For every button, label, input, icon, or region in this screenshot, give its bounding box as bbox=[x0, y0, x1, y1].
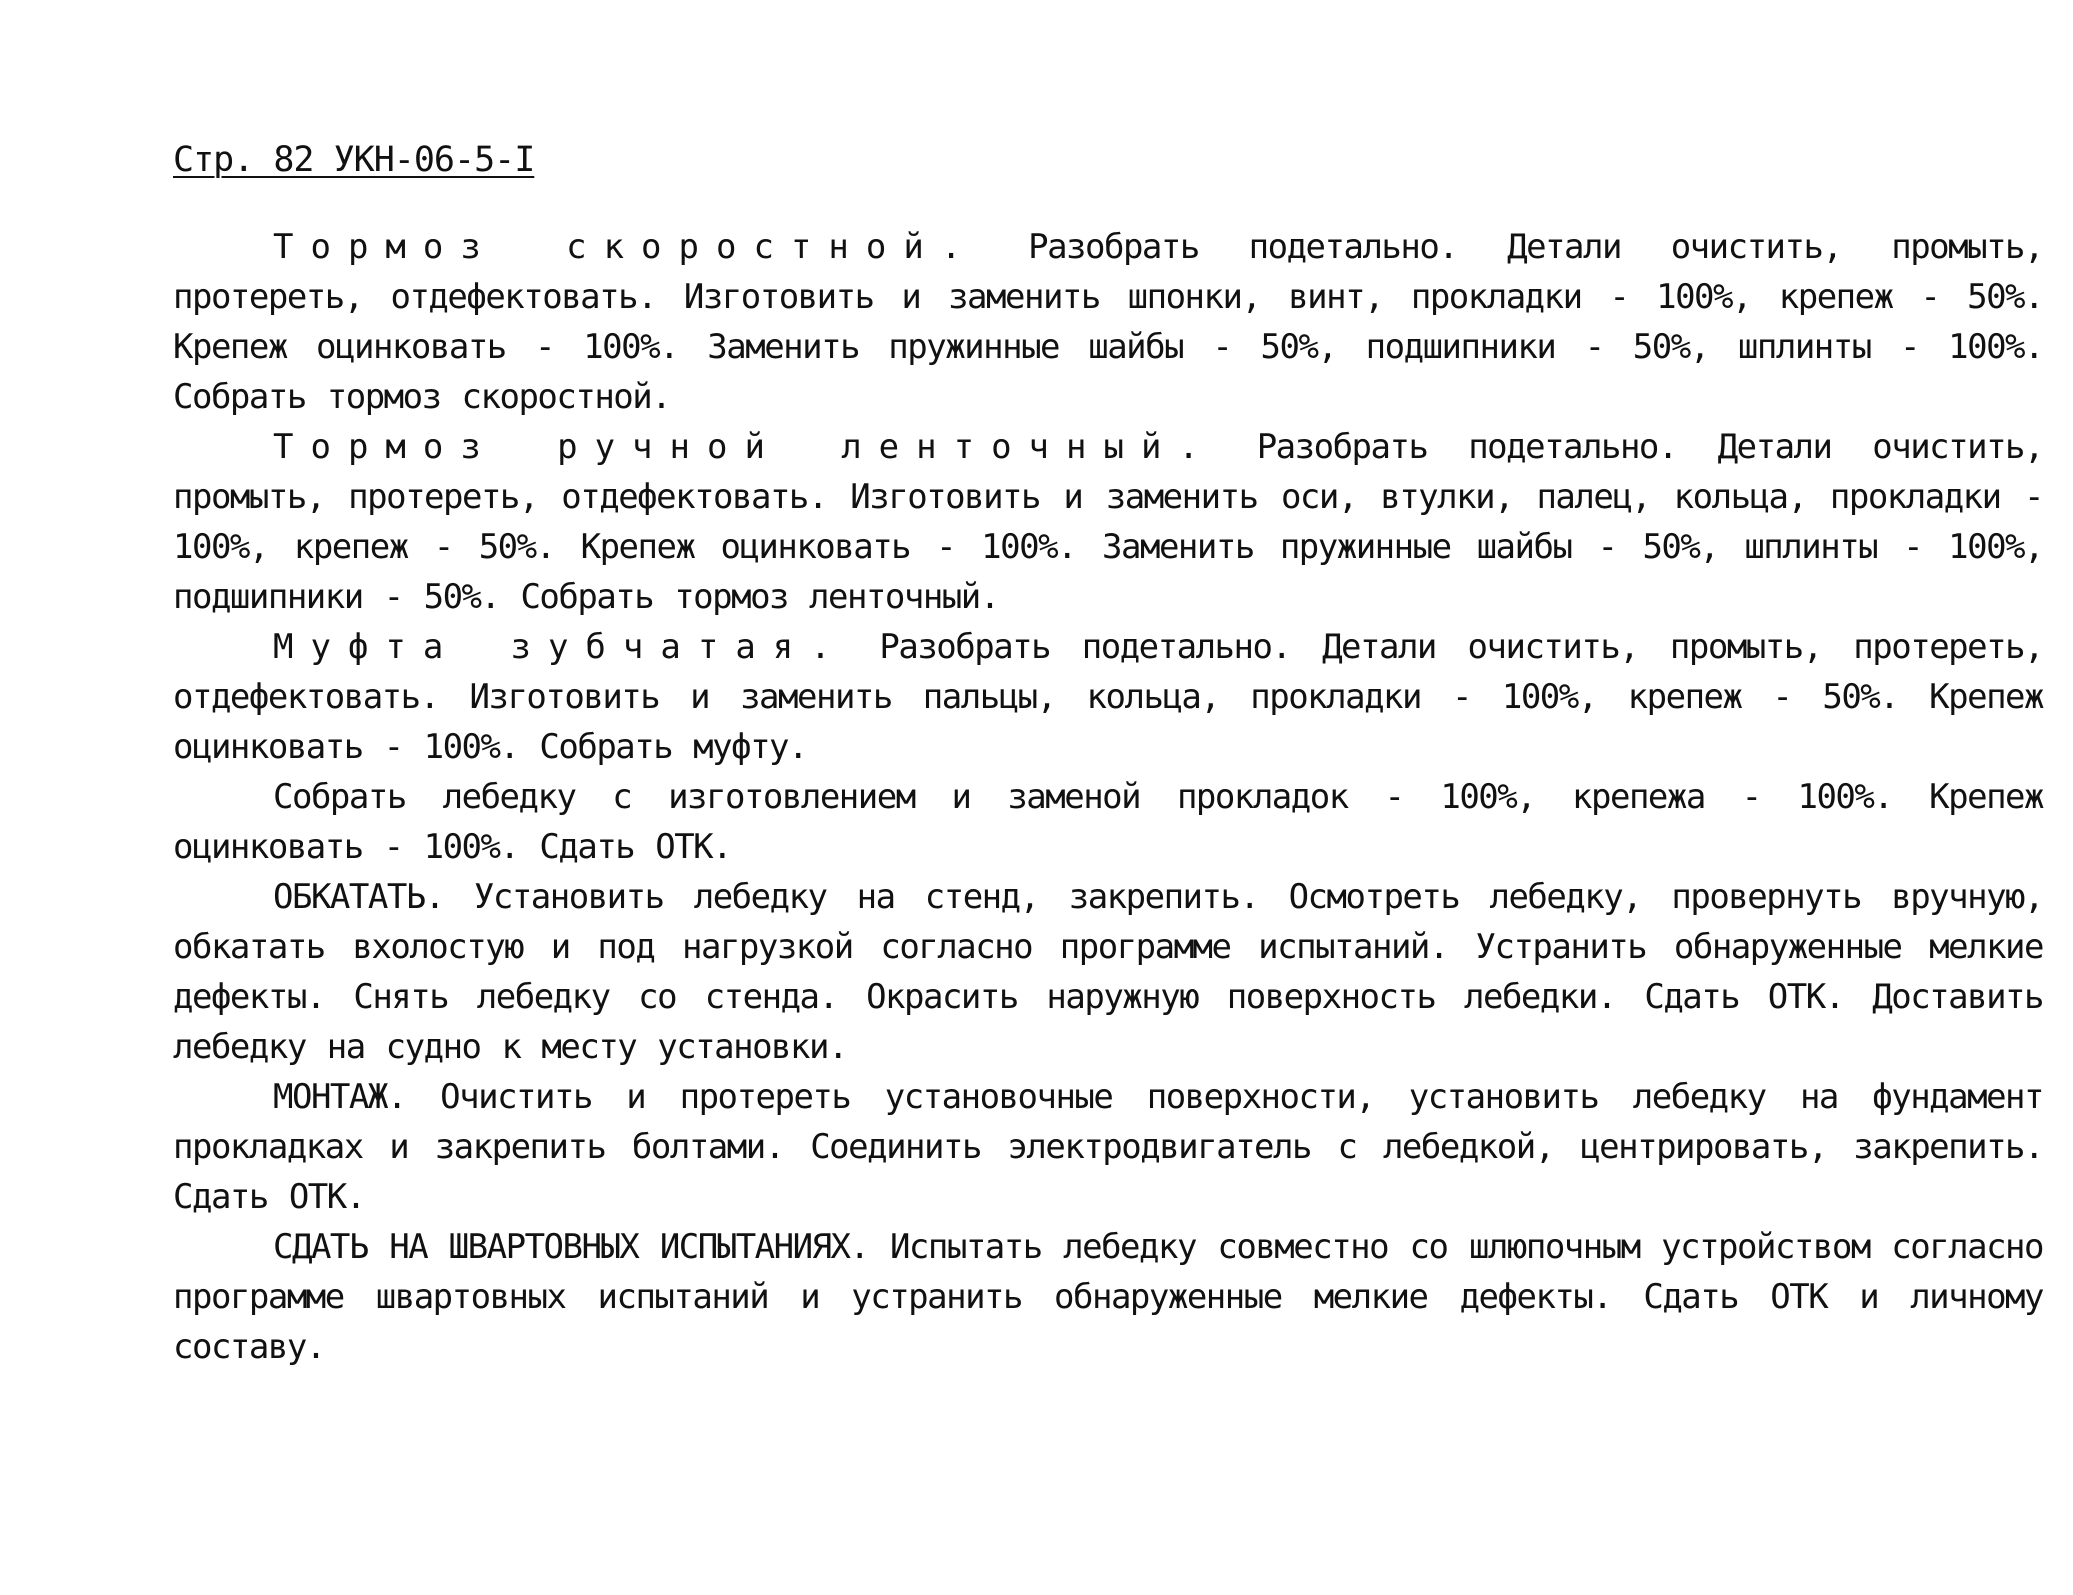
text-installation: МОНТАЖ. Очистить и протереть установочные поверхности, установить лебедку на фундамент прокладках и закрепить болтами. Соединить электродвигатель с лебедкой, центрировать, закрепить. Сдать ОТК. bbox=[173, 1077, 2043, 1217]
text-assembly: Собрать лебедку с изготовлением и заменой прокладок - 100%, крепежа - 100%. Крепеж оцинковать - 100%. Сдать ОТК. bbox=[173, 777, 2043, 867]
document-body bbox=[173, 222, 2043, 1372]
term-gear-coupling: Муфта зубчатая. bbox=[273, 627, 848, 667]
paragraph-installation bbox=[173, 1072, 2043, 1222]
term-band-brake: Тормоз ручной ленточный. bbox=[273, 427, 1216, 467]
paragraph-gear-coupling bbox=[173, 622, 2043, 772]
paragraph-speed-brake bbox=[173, 222, 2043, 422]
term-speed-brake: Тормоз скоростной. bbox=[273, 227, 979, 267]
page-header: Стр. 82 УКН-06-5-I bbox=[173, 140, 535, 180]
text-gear-coupling: Разобрать подетально. Детали очистить, промыть, протереть, отдефектовать. Изготовить и заменить пальцы, кольца, прокладки - 100%, крепеж - 50%. Крепеж оцинковать - 100%. Собрать муфту. bbox=[173, 627, 2044, 767]
text-mooring-tests: СДАТЬ НА ШВАРТОВНЫХ ИСПЫТАНИЯХ. Испытать лебедку совместно со шлюпочным устройством согласно программе швартовных испытаний и устранить обнаруженные мелкие дефекты. Сдать ОТК и личному составу. bbox=[173, 1227, 2043, 1367]
paragraph-assembly bbox=[173, 772, 2043, 872]
text-running-in: ОБКАТАТЬ. Установить лебедку на стенд, закрепить. Осмотреть лебедку, провернуть вручную, обкатать вхолостую и под нагрузкой согласно программе испытаний. Устранить обнаруженные мелкие дефекты. Снять лебедку со стенда. Окрасить наружную поверхность лебедки. Сдать ОТК. Доставить лебедку на судно к месту установки. bbox=[173, 877, 2043, 1067]
paragraph-mooring-tests bbox=[173, 1222, 2043, 1372]
paragraph-band-brake bbox=[173, 422, 2043, 622]
text-speed-brake: Разобрать подетально. Детали очистить, промыть, протереть, отдефектовать. Изготовить и заменить шпонки, винт, прокладки - 100%, крепеж - 50%. Крепеж оцинковать - 100%. Заменить пружинные шайбы - 50%, подшипники - 50%, шплинты - 100%. Собрать тормоз скоростной. bbox=[173, 227, 2043, 417]
text-band-brake: Разобрать подетально. Детали очистить, промыть, протереть, отдефектовать. Изготовить и заменить оси, втулки, палец, кольца, прокладки - 100%, крепеж - 50%. Крепеж оцинковать - 100%. Заменить пружинные шайбы - 50%, шплинты - 100%, подшипники - 50%. Собрать тормоз ленточный. bbox=[173, 427, 2043, 617]
paragraph-running-in bbox=[173, 872, 2043, 1072]
